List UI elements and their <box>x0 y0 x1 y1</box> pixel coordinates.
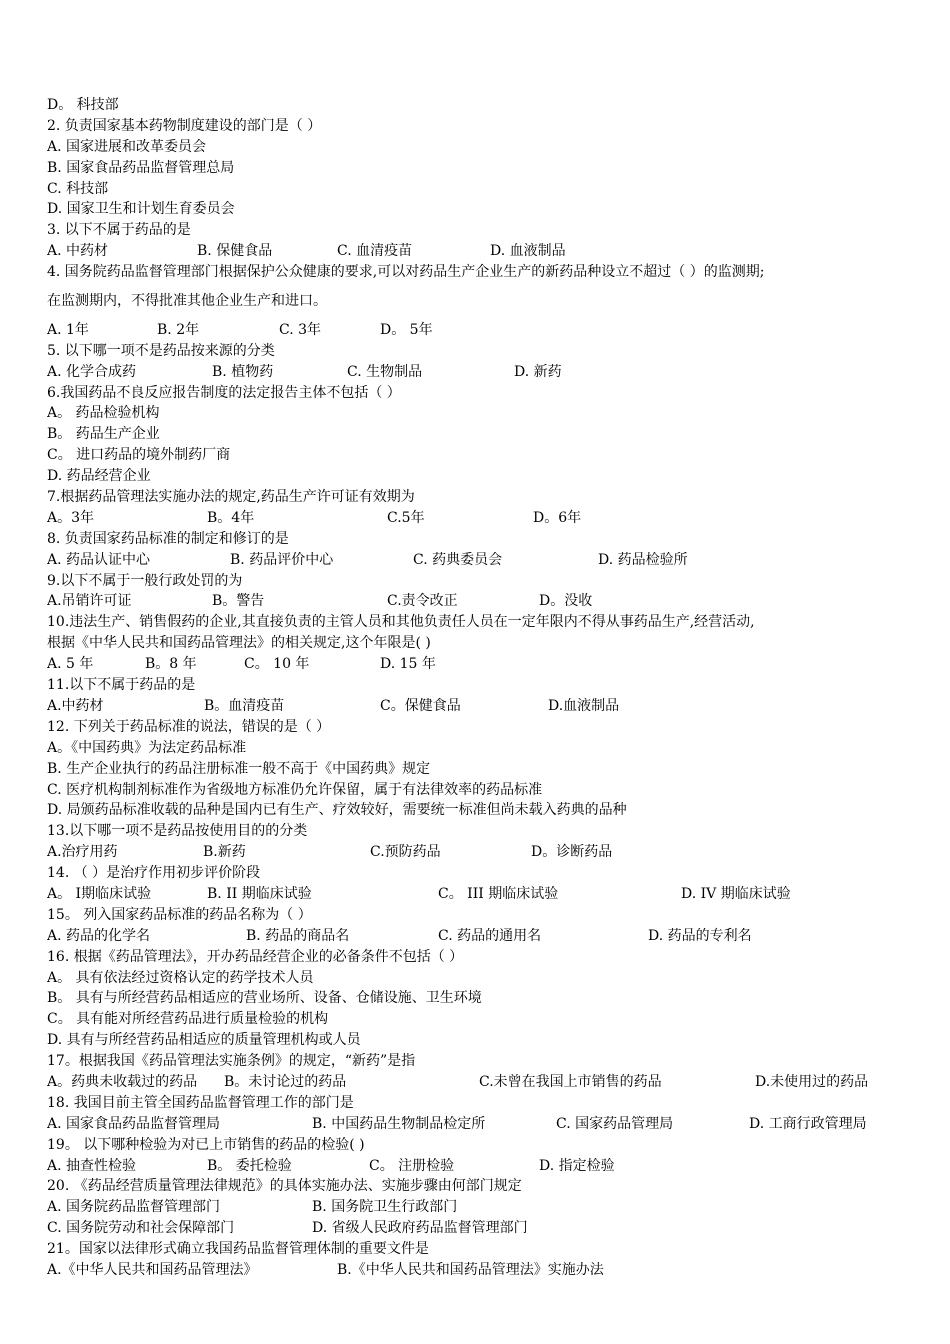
answer-option: D. 指定检验 <box>539 1157 615 1174</box>
answer-option: B. 国务院卫生行政部门 <box>312 1199 458 1216</box>
answer-option: C.5年 <box>387 509 425 526</box>
text-line: B。 具有与所经营药品相适应的营业场所、设备、仓储设施、卫生环境 <box>47 990 482 1007</box>
answer-option: C. 药品的通用名 <box>438 927 542 944</box>
text-line: D. 局颁药品标准收载的品种是国内已有生产、疗效较好，需要统一标准但尚未载入药典的品种 <box>47 802 627 819</box>
text-line: B。 药品生产企业 <box>47 426 160 443</box>
options-line <box>47 696 927 717</box>
answer-option: C.预防药品 <box>370 844 441 861</box>
answer-option: D. 15 年 <box>380 656 436 673</box>
text-line: A。《中国药典》为法定药品标准 <box>47 739 247 756</box>
text-line: A。 药品检验机构 <box>47 405 160 422</box>
options-line <box>47 884 927 905</box>
text-line: 14. （ ）是治疗作用初步评价阶段 <box>47 865 261 882</box>
answer-option: C.未曾在我国上市销售的药品 <box>479 1073 662 1090</box>
text-line: 5. 以下哪一项不是药品按来源的分类 <box>47 342 275 359</box>
text-line: 根据《中华人民共和国药品管理法》的相关规定,这个年限是( ) <box>47 635 431 652</box>
text-line: 3. 以下不属于药品的是 <box>47 222 191 239</box>
answer-option: C. 3年 <box>279 321 322 338</box>
answer-option: B。未讨论过的药品 <box>224 1073 347 1090</box>
answer-option: D. 工商行政管理局 <box>749 1115 867 1132</box>
text-line: 15。 列入国家药品标准的药品名称为（ ） <box>47 906 312 923</box>
text-line: 2. 负责国家基本药物制度建设的部门是（ ） <box>47 117 322 134</box>
text-line: 11.以下不属于药品的是 <box>47 677 196 694</box>
text-line: 19。 以下哪种检验为对已上市销售的药品的检验( ) <box>47 1136 365 1153</box>
answer-option: C. 药典委员会 <box>413 551 503 568</box>
options-line <box>47 508 927 529</box>
answer-option: A. 5 年 <box>47 656 94 673</box>
text-line: A. 国家进展和改革委员会 <box>47 138 207 155</box>
text-line: C。 进口药品的境外制药厂商 <box>47 447 231 464</box>
text-line: 10.违法生产、销售假药的企业,其直接负责的主管人员和其他负责任人员在一定年限内不得从事药品生产,经营活动, <box>47 614 755 631</box>
answer-option: C。 III 期临床试验 <box>438 885 559 902</box>
text-line: 21。国家以法律形式确立我国药品监督管理体制的重要文件是 <box>47 1241 429 1258</box>
text-line: B. 生产企业执行的药品注册标准一般不高于《中国药典》规定 <box>47 760 431 777</box>
answer-option: A. 抽查性检验 <box>47 1157 137 1174</box>
answer-option: A.吊销许可证 <box>47 593 132 610</box>
text-line: C。 具有能对所经营药品进行质量检验的机构 <box>47 1011 329 1028</box>
options-line <box>47 1072 927 1093</box>
answer-option: C。 10 年 <box>244 656 310 673</box>
answer-option: A。 I期临床试验 <box>47 885 152 902</box>
text-line: 17。根据我国《药品管理法实施条例》的规定，“新药”是指 <box>47 1053 416 1070</box>
text-line: 6.我国药品不良反应报告制度的法定报告主体不包括（ ） <box>47 384 401 401</box>
answer-option: A. 1年 <box>47 321 89 338</box>
answer-option: B. 药品的商品名 <box>246 927 350 944</box>
document-page <box>47 95 927 1281</box>
answer-option: B. 中国药品生物制品检定所 <box>312 1115 486 1132</box>
options-line <box>47 1114 927 1135</box>
text-line: 7.根据药品管理法实施办法的规定,药品生产许可证有效期为 <box>47 489 415 506</box>
answer-option: D。 5年 <box>380 321 433 338</box>
answer-option: B。 委托检验 <box>207 1157 292 1174</box>
answer-option: A.中药材 <box>47 697 104 714</box>
answer-option: B. 植物药 <box>212 363 274 380</box>
answer-option: A. 国家食品药品监督管理局 <box>47 1115 221 1132</box>
answer-option: A。药典未收载过的药品 <box>47 1073 198 1090</box>
answer-option: B. 2年 <box>157 321 200 338</box>
answer-option: A. 国务院药品监督管理部门 <box>47 1199 221 1216</box>
answer-option: D。6年 <box>533 509 582 526</box>
answer-option: B。8 年 <box>145 656 197 673</box>
text-line: 16. 根据《药品管理法》，开办药品经营企业的必备条件不包括（ ） <box>47 948 464 965</box>
options-line <box>47 842 927 863</box>
answer-option: B。4年 <box>207 509 255 526</box>
text-line: D. 国家卫生和计划生育委员会 <box>47 201 235 218</box>
text-line: C. 科技部 <box>47 180 109 197</box>
answer-option: A.治疗用药 <box>47 844 118 861</box>
answer-option: A。3年 <box>47 509 95 526</box>
answer-option: C. 国家药品管理局 <box>556 1115 674 1132</box>
answer-option: A.《中华人民共和国药品管理法》 <box>47 1261 258 1278</box>
answer-option: D.未使用过的药品 <box>755 1073 869 1090</box>
options-line <box>47 550 927 571</box>
answer-option: D. 药品的专利名 <box>648 927 752 944</box>
options-line <box>47 1260 927 1281</box>
text-line: D. 具有与所经营药品相适应的质量管理机构或人员 <box>47 1032 361 1049</box>
options-line <box>47 362 927 383</box>
text-line: D. 药品经营企业 <box>47 468 151 485</box>
answer-option: B. 药品评价中心 <box>230 551 334 568</box>
options-line <box>47 1156 927 1177</box>
options-line <box>47 654 927 675</box>
text-line: 在监测期内，不得批准其他企业生产和进口。 <box>47 293 327 310</box>
text-line: 4. 国务院药品监督管理部门根据保护公众健康的要求,可以对药品生产企业生产的新药品种设立不超过（ ）的监测期; <box>47 264 765 281</box>
answer-option: A. 药品认证中心 <box>47 551 151 568</box>
text-line: 8. 负责国家药品标准的制定和修订的是 <box>47 530 289 547</box>
text-line: 9.以下不属于一般行政处罚的为 <box>47 572 243 589</box>
options-line <box>47 591 927 612</box>
options-line <box>47 1197 927 1218</box>
text-line: 20. 《药品经营质量管理法律规范》的具体实施办法、实施步骤由何部门规定 <box>47 1178 522 1195</box>
answer-option: C.责令改正 <box>387 593 458 610</box>
answer-option: D.血液制品 <box>548 697 620 714</box>
answer-option: B。血清疫苗 <box>204 697 285 714</box>
answer-option: D。没收 <box>539 593 593 610</box>
answer-option: C。 注册检验 <box>369 1157 455 1174</box>
options-line <box>47 1218 927 1239</box>
text-line: B. 国家食品药品监督管理总局 <box>47 159 235 176</box>
answer-option: A. 药品的化学名 <box>47 927 151 944</box>
options-line <box>47 320 927 341</box>
answer-option: B. 保健食品 <box>197 243 273 260</box>
answer-option: B。警告 <box>212 593 265 610</box>
text-line: 12. 下列关于药品标准的说法，错误的是（ ） <box>47 718 331 735</box>
options-line <box>47 926 927 947</box>
answer-option: D。诊断药品 <box>531 844 613 861</box>
options-line <box>47 241 927 262</box>
text-line: D。 科技部 <box>47 97 119 113</box>
text-line: A。 具有依法经过资格认定的药学技术人员 <box>47 969 314 986</box>
text-line: 18. 我国目前主管全国药品监督管理工作的部门是 <box>47 1094 354 1111</box>
answer-option: D. 血液制品 <box>490 243 566 260</box>
text-line: 13.以下哪一项不是药品按使用目的的分类 <box>47 823 308 840</box>
answer-option: D. 新药 <box>514 363 562 380</box>
answer-option: A. 化学合成药 <box>47 363 137 380</box>
answer-option: C。保健食品 <box>380 697 461 714</box>
answer-option: C. 血清疫苗 <box>337 243 413 260</box>
answer-option: B. II 期临床试验 <box>207 885 312 902</box>
answer-option: B.《中华人民共和国药品管理法》实施办法 <box>337 1261 604 1278</box>
answer-option: A. 中药材 <box>47 243 109 260</box>
answer-option: C. 生物制品 <box>347 363 423 380</box>
answer-option: D. 药品检验所 <box>598 551 688 568</box>
answer-option: C. 国务院劳动和社会保障部门 <box>47 1220 235 1237</box>
answer-option: D. 省级人民政府药品监督管理部门 <box>312 1220 528 1237</box>
answer-option: D. IV 期临床试验 <box>681 885 791 902</box>
text-line: C. 医疗机构制剂标准作为省级地方标准仍允许保留，属于有法律效率的药品标准 <box>47 781 543 798</box>
answer-option: B.新药 <box>203 844 246 861</box>
